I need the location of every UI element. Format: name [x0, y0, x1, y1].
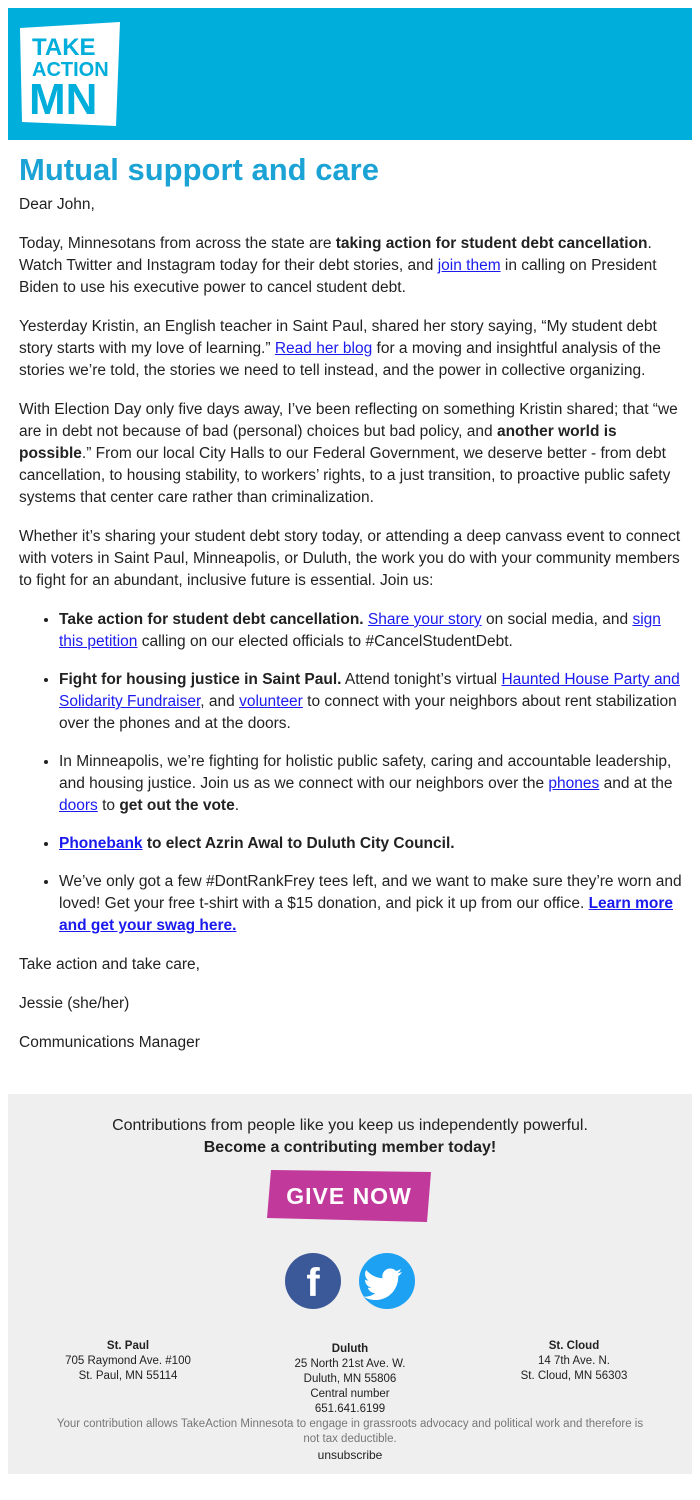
text: .” From our local City Halls to our Federal Government, we deserve better - from debt cancellation, to housing stability, to workers’ rights, to a just transition, to proactive public safety systems that center care rather than criminalization. — [19, 445, 671, 506]
join-them-link[interactable]: join them — [437, 257, 501, 274]
logo-line-action: ACTION — [32, 59, 109, 81]
office-address-line: St. Paul, MN 55114 — [78, 1370, 178, 1382]
haunted-house-party-link[interactable]: Haunted House Party and Solidarity Fundraiser — [59, 671, 680, 710]
pitch-cta: Become a contributing member today! — [203, 1139, 497, 1156]
office-st-paul — [28, 1339, 228, 1384]
text: calling on our elected officials to #CancelStudentDebt. — [137, 633, 513, 650]
text: on social media, and — [481, 611, 633, 628]
emphasis: another world is possible — [19, 423, 617, 462]
text: Attend tonight’s virtual — [341, 671, 502, 688]
office-address-line: 14 7th Ave. N. — [537, 1355, 611, 1367]
text: for a moving and insightful analysis of the stories we’re told, the stories we need to tell instead, and the power in collective organizing. — [19, 340, 661, 379]
office-address-line: Duluth, MN 55806 — [303, 1373, 397, 1385]
give-now-button[interactable] — [267, 1170, 431, 1222]
email-headline: Mutual support and care — [19, 152, 379, 187]
action-list — [19, 609, 683, 937]
pitch-text: Contributions from people like you keep us independently powerful. — [112, 1117, 588, 1134]
text: and at the — [599, 775, 673, 792]
share-your-story-link[interactable]: Share your story — [367, 611, 482, 628]
text: in calling on President Biden to use his executive power to cancel student debt. — [19, 257, 657, 296]
text: . Watch Twitter and Instagram today for their debt stories, and — [19, 235, 652, 274]
emphasis: get out the vote — [119, 797, 235, 814]
paragraph-join-us: Whether it’s sharing your student debt story today, or attending a deep canvass event to connect with voters in Saint Paul, Minneapolis, or Duluth, the work you do with your community members to fight for an abundant, inclusive future is essential. Join us: — [19, 528, 681, 589]
text: to elect Azrin Awal to Duluth City Council. — [142, 835, 455, 852]
give-now-label: GIVE NOW — [286, 1183, 412, 1209]
list-item-housing-justice — [59, 669, 683, 735]
twitter-icon[interactable] — [358, 1252, 416, 1310]
office-city: St. Cloud — [548, 1340, 600, 1352]
bullet-heading: Fight for housing justice in Saint Paul. — [59, 671, 342, 688]
office-city: Duluth — [331, 1343, 369, 1355]
office-address-line: St. Cloud, MN 56303 — [520, 1370, 628, 1382]
office-phone-number: 651.641.6199 — [314, 1403, 386, 1415]
phones-link[interactable]: phones — [548, 775, 600, 792]
read-her-blog-link[interactable]: Read her blog — [274, 340, 373, 357]
bullet-heading: Take action for student debt cancellation. — [59, 611, 364, 628]
paragraph-student-debt — [19, 233, 683, 299]
list-item-tshirt — [59, 871, 683, 937]
email-header — [8, 8, 692, 140]
takeaction-mn-logo[interactable] — [20, 22, 120, 126]
contribution-pitch — [8, 1115, 692, 1159]
email-footer — [8, 1094, 692, 1474]
volunteer-link[interactable]: volunteer — [239, 693, 303, 710]
text: . — [234, 797, 240, 814]
list-item-minneapolis — [59, 751, 683, 817]
facebook-icon[interactable] — [284, 1252, 342, 1310]
office-address-line: 705 Raymond Ave. #100 — [65, 1355, 191, 1367]
get-swag-link[interactable]: Learn more and get your swag here. — [59, 895, 673, 934]
logo-line-take: TAKE — [32, 34, 96, 61]
bullet-heading — [59, 835, 455, 852]
office-city: St. Paul — [106, 1340, 150, 1352]
paragraph-election-day — [19, 399, 683, 509]
text: to connect with your neighbors about rent stabilization over the phones and at the doors. — [59, 693, 677, 732]
emphasis: taking action for student debt cancellation — [335, 235, 648, 252]
paragraph-kristin-story — [19, 316, 683, 382]
doors-link[interactable]: doors — [59, 797, 98, 814]
unsubscribe-link[interactable]: unsubscribe — [317, 1448, 383, 1462]
text: In Minneapolis, we’re fighting for holistic public safety, caring and accountable leadership, and housing justice. Join us as we connect with our neighbors over the — [59, 753, 672, 792]
signature-name: Jessie (she/her) — [19, 995, 130, 1012]
list-item-duluth-phonebank — [59, 833, 683, 855]
office-st-cloud — [474, 1339, 674, 1384]
greeting: Dear John, — [19, 196, 95, 213]
text: With Election Day only five days away, I’ve been reflecting on something Kristin shared; that “we are in debt not because of bad (personal) choices but bad policy, and — [19, 401, 678, 440]
text: We’ve only got a few #DontRankFrey tees left, and we want to make sure they’re worn and loved! Get your free t-shirt with a $15 donation, and pick it up from our office. — [59, 873, 682, 912]
office-phone-label: Central number — [310, 1388, 390, 1400]
text: Today, Minnesotans from across the state are — [19, 235, 336, 252]
sign-petition-link[interactable]: sign this petition — [59, 611, 661, 650]
facebook-glyph: f — [306, 1261, 320, 1305]
list-item-student-debt — [59, 609, 683, 653]
office-duluth — [250, 1342, 450, 1417]
tax-disclaimer: Your contribution allows TakeAction Minnesota to engage in grassroots advocacy and political work and therefore is not tax deductible. — [56, 1418, 644, 1445]
email-body — [19, 150, 683, 1071]
text: , and — [200, 693, 240, 710]
logo-line-mn: MN — [29, 75, 98, 124]
text: Yesterday Kristin, an English teacher in Saint Paul, shared her story saying, “My student debt story starts with my love of learning.” — [19, 318, 657, 357]
closing: Take action and take care, — [19, 956, 200, 973]
signature-title: Communications Manager — [19, 1034, 200, 1051]
text: to — [97, 797, 120, 814]
phonebank-link[interactable]: Phonebank — [59, 835, 143, 852]
office-address-line: 25 North 21st Ave. W. — [294, 1358, 406, 1370]
